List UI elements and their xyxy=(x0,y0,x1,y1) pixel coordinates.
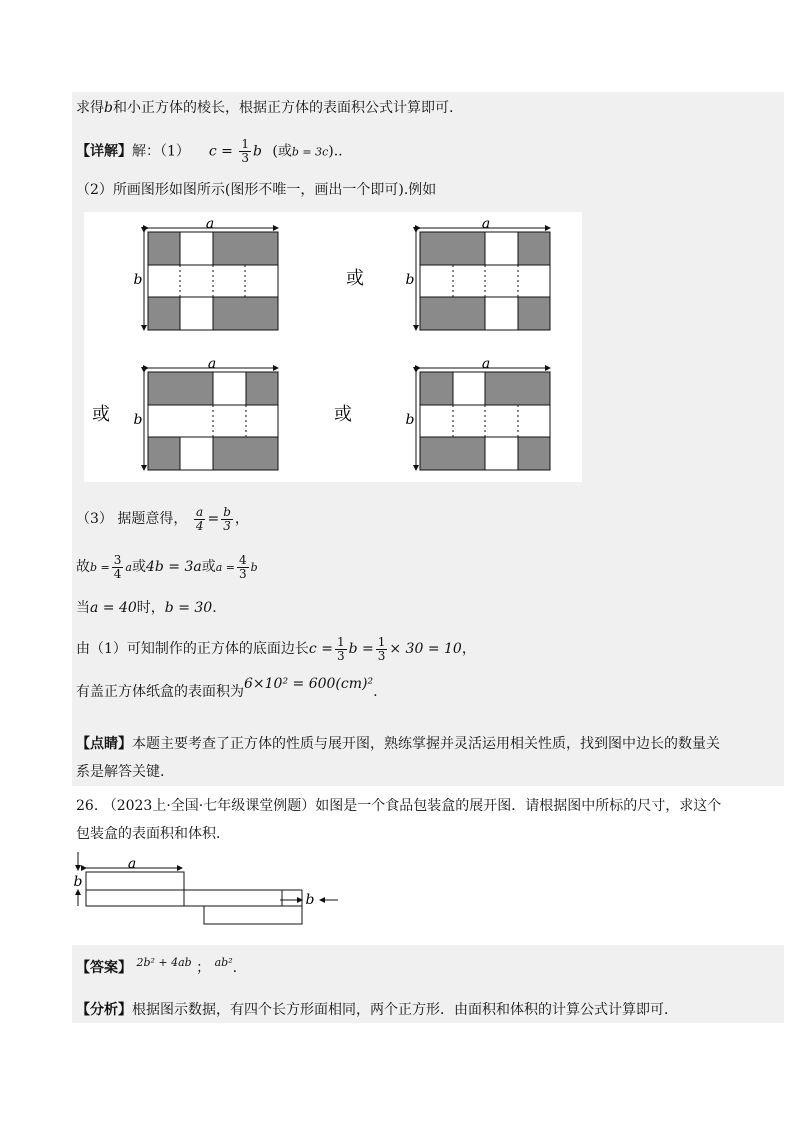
note-line-2: 系是解答关键. xyxy=(76,764,165,780)
svg-text:b: b xyxy=(405,272,415,288)
from-line: 由（1）可知制作的正方体的底面边长c = $\frac{1}{3}$ b = $\frac{1}{3}$ × 30 = 10， xyxy=(76,634,476,663)
detail-tag: 【详解】 xyxy=(76,143,132,160)
svg-text:b: b xyxy=(405,412,415,428)
text-line-1: 求得b和小正方体的棱长，根据正方体的表面积公式计算即可. xyxy=(76,100,454,116)
note-line-1: 【点睛】本题主要考查了正方体的性质与展开图，熟练掌握并灵活运用相关性质，找到图中边长的数量关 xyxy=(76,736,720,752)
detail-line: 【详解】解：（1） c = $\frac{1}{3}$ b (或b = 3c).. xyxy=(76,137,343,165)
svg-text:a: a xyxy=(207,356,217,372)
svg-text:b: b xyxy=(133,272,143,288)
analysis-tag: 【分析】 xyxy=(76,1002,132,1018)
figure-3 xyxy=(134,356,278,470)
unfold-figures xyxy=(84,212,582,482)
figure-1 xyxy=(134,216,278,330)
svg-text:a: a xyxy=(127,856,137,872)
part2-line: （2）所画图形如图所示(图形不唯一，画出一个即可).例如 xyxy=(76,182,437,198)
svg-text:b: b xyxy=(73,874,83,890)
analysis-line: 【分析】根据图示数据，有四个长方形面相同，两个正方形．由面积和体积的计算公式计算即可． xyxy=(76,1002,678,1018)
svg-text:b: b xyxy=(133,412,143,428)
figure-4 xyxy=(406,356,550,470)
so-line: 故b = $\frac{3}{4}$ a或4b = 3a或a = $\frac{4}{3}$ b xyxy=(76,552,258,581)
note-tag: 【点睛】 xyxy=(76,736,132,752)
fraction: $\frac{1}{3}$ xyxy=(241,137,249,165)
when-line: 当a = 40时，b = 30. xyxy=(76,600,217,616)
svg-text:a: a xyxy=(481,356,491,372)
answer-tag: 【答案】 xyxy=(76,960,132,976)
question-26-line-2: 包装盒的表面积和体积． xyxy=(76,826,230,842)
answer-line: 【答案】 $^{2b^2 + 4ab}$ ； $^{ab^2}$. xyxy=(76,956,238,976)
svg-text:a: a xyxy=(481,216,491,232)
area-line: 有盖正方体纸盒的表面积为6×10² = 600(cm)². xyxy=(76,676,378,700)
svg-text:或: 或 xyxy=(92,404,110,425)
figure-2 xyxy=(406,216,550,330)
svg-text:或: 或 xyxy=(346,268,364,289)
svg-text:b: b xyxy=(305,892,315,908)
svg-text:a: a xyxy=(205,216,215,232)
part3-line: （3） 据题意得， $\frac{a}{4}$ = $\frac{b}{3}$ ， xyxy=(76,504,249,533)
question-26-line-1: 26. （2023上·全国·七年级课堂例题）如图是一个食品包装盒的展开图．请根据图中所标的尺寸，求这个 xyxy=(76,798,722,814)
box-net-figure xyxy=(70,850,350,930)
svg-text:或: 或 xyxy=(334,404,352,425)
